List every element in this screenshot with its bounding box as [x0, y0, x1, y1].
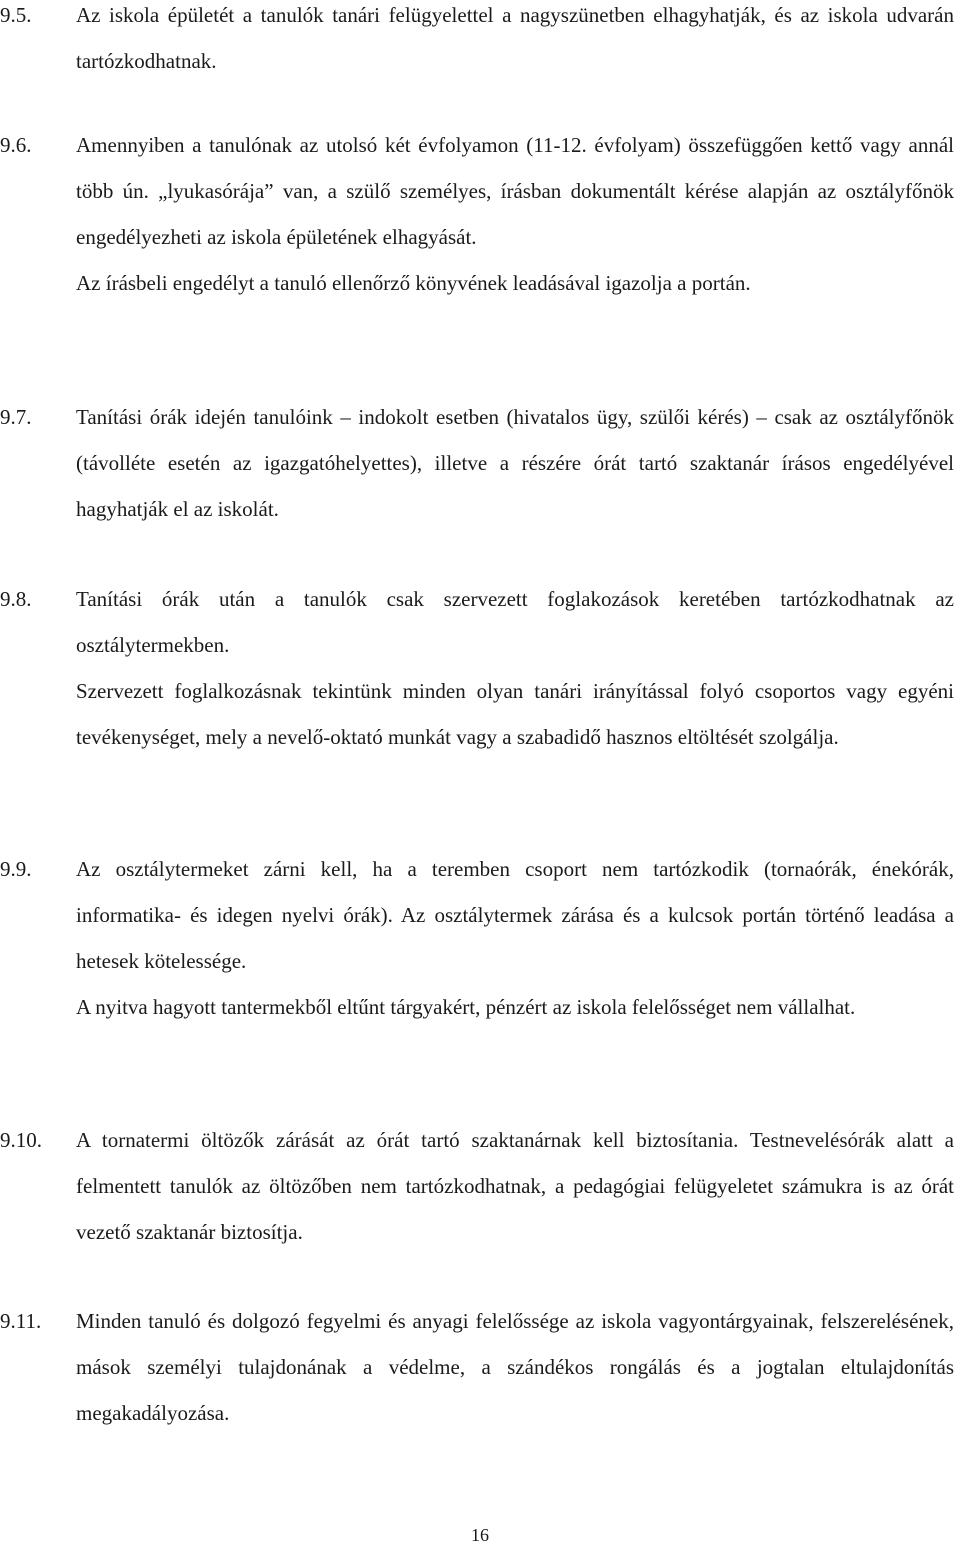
page-number: 16 — [471, 1525, 489, 1545]
section-number: 9.8. — [0, 587, 32, 611]
section-body — [76, 846, 954, 1030]
section-paragraph: Tanítási órák után a tanulók csak szervezett foglakozások keretében tartózkodhatnak az osztálytermekben. — [76, 587, 954, 657]
section-paragraph: Amennyiben a tanulónak az utolsó két évfolyamon (11-12. évfolyam) összefüggően kettő vagy annál több ún. „lyukasórája” van, a szülő személyes, írásban dokumentált kérése alapján az osztályfőnök engedélyezheti az iskola épületének elhagyását. — [76, 133, 954, 249]
section-paragraph: Az írásbeli engedélyt a tanuló ellenőrző könyvének leadásával igazolja a portán. — [76, 271, 751, 295]
section-body — [76, 394, 954, 532]
section-body — [76, 576, 954, 760]
section-paragraph: Az osztálytermeket zárni kell, ha a teremben csoport nem tartózkodik (tornaórák, énekórák, informatika- és idegen nyelvi órák). Az osztálytermek zárása és a kulcsok portán történő leadása a hetesek kötelessége. — [76, 857, 954, 973]
section-number: 9.10. — [0, 1128, 42, 1152]
section-number: 9.7. — [0, 405, 32, 429]
section-paragraph: Minden tanuló és dolgozó fegyelmi és anyagi felelőssége az iskola vagyontárgyainak, felszerelésének, mások személyi tulajdonának a védelme, a szándékos rongálás és a jogtalan eltulajdonítás megakadályozása. — [76, 1309, 954, 1425]
section-number: 9.11. — [0, 1309, 42, 1333]
section-paragraph: Szervezett foglalkozásnak tekintünk minden olyan tanári irányítással folyó csoportos vagy egyéni tevékenységet, mely a nevelő-oktató munkát vagy a szabadidő hasznos eltöltését szolgálja. — [76, 679, 954, 749]
section-paragraph: A nyitva hagyott tantermekből eltűnt tárgyakért, pénzért az iskola felelősséget nem vállalhat. — [76, 995, 856, 1019]
section-body — [76, 0, 954, 84]
section-paragraph: Tanítási órák idején tanulóink – indokolt esetben (hivatalos ügy, szülői kérés) – csak az osztályfőnök (távolléte esetén az igazgatóhelyettes), illetve a részére órát tartó szaktanár írásos engedélyével hagyhatják el az iskolát. — [76, 405, 954, 521]
section-paragraph: Az iskola épületét a tanulók tanári felügyelettel a nagyszünetben elhagyhatják, és az iskola udvarán tartózkodhatnak. — [76, 3, 954, 73]
section-body — [76, 1117, 954, 1255]
section-number: 9.9. — [0, 857, 32, 881]
section-paragraph: A tornatermi öltözők zárását az órát tartó szaktanárnak kell biztosítania. Testnevelésórák alatt a felmentett tanulók az öltözőben nem tartózkodhatnak, a pedagógiai felügyeletet számukra is az órát vezető szaktanár biztosítja. — [76, 1128, 954, 1244]
section-body — [76, 122, 954, 306]
section-number: 9.6. — [0, 133, 32, 157]
section-number: 9.5. — [0, 3, 32, 27]
section-body — [76, 1298, 954, 1436]
